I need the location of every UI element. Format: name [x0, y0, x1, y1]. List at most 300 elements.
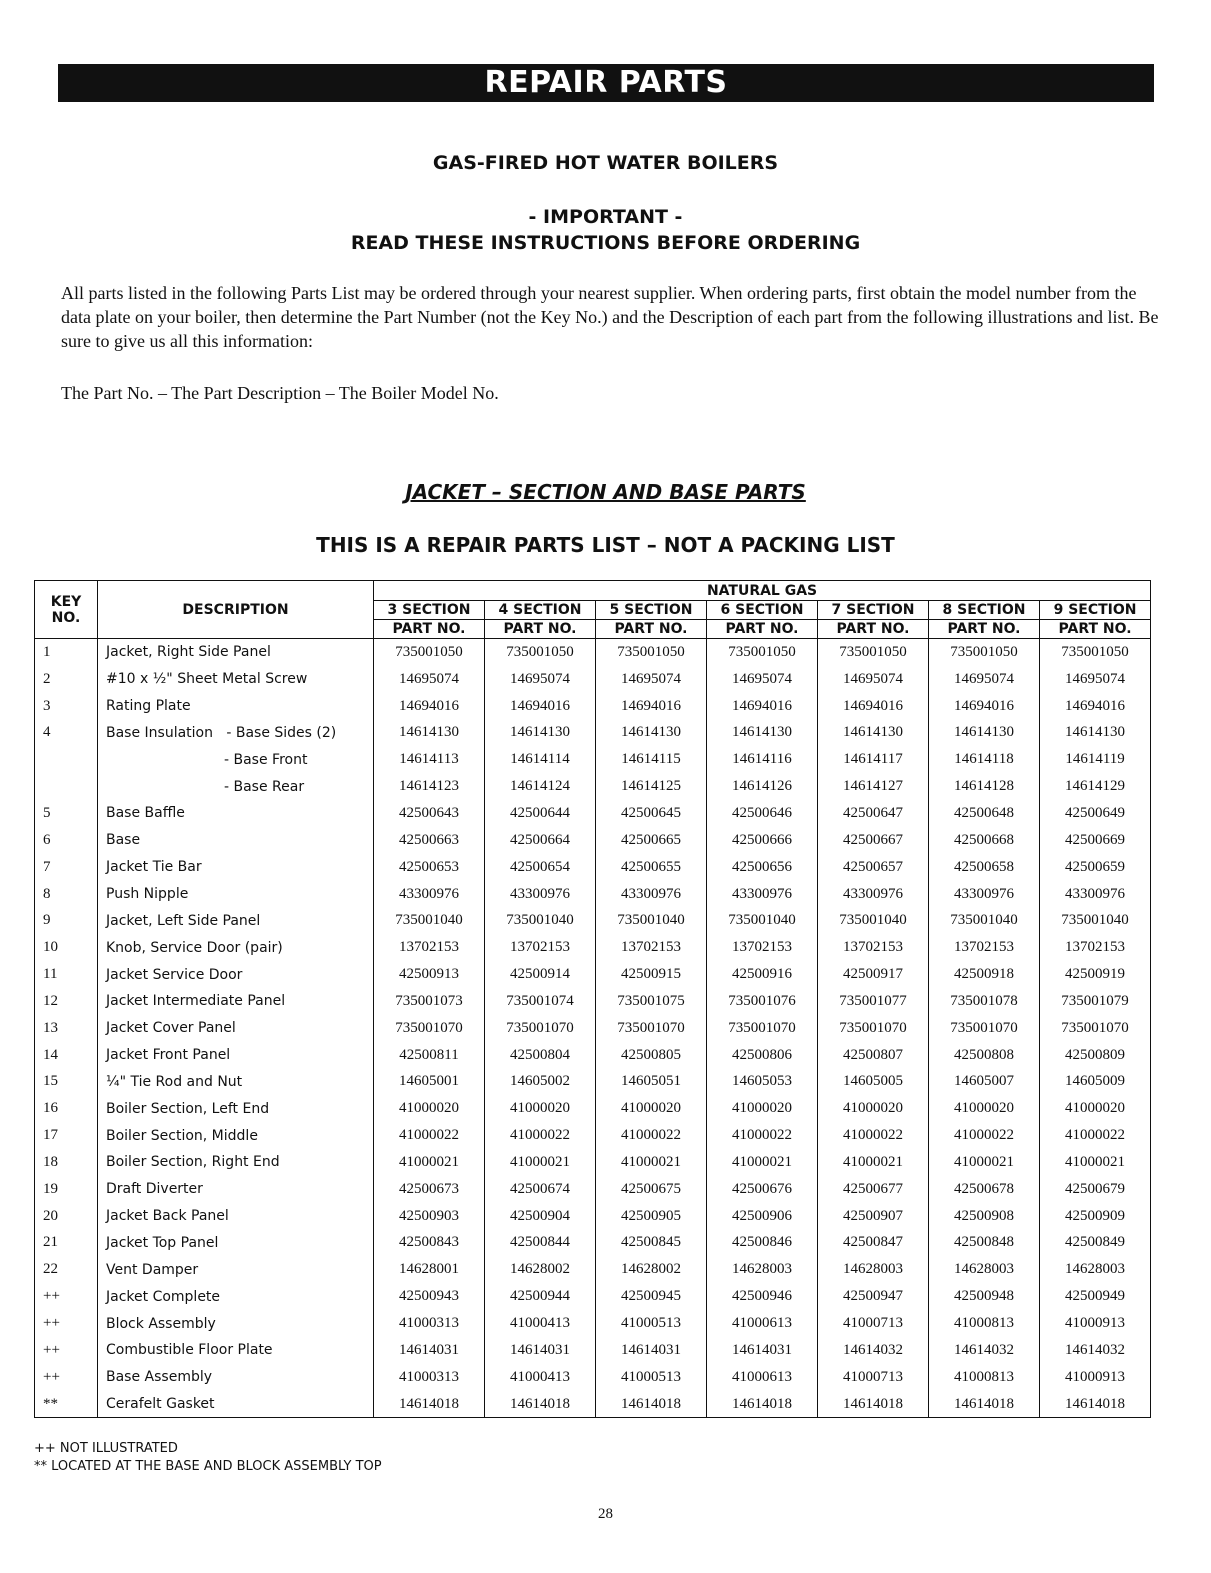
key-no-cell: 17 — [35, 1122, 98, 1149]
part-number-cell: 41000020 — [596, 1095, 707, 1122]
part-number-cell: 41000913 — [1040, 1364, 1151, 1391]
key-no-cell: 18 — [35, 1149, 98, 1176]
key-no-cell: 12 — [35, 988, 98, 1015]
part-number-cell: 41000513 — [596, 1364, 707, 1391]
part-number-cell: 14628003 — [929, 1256, 1040, 1283]
part-number-cell: 42500948 — [929, 1283, 1040, 1310]
part-number-cell: 41000021 — [485, 1149, 596, 1176]
part-number-cell: 735001070 — [374, 1015, 485, 1042]
part-number-cell: 41000713 — [818, 1310, 929, 1337]
section-header: 6 SECTION — [707, 601, 818, 620]
part-number-cell: 41000022 — [707, 1122, 818, 1149]
part-number-cell: 14614031 — [485, 1337, 596, 1364]
description-cell: Boiler Section, Middle — [98, 1122, 374, 1149]
key-no-cell: ++ — [35, 1364, 98, 1391]
key-no-cell: 7 — [35, 854, 98, 881]
part-number-cell: 14605007 — [929, 1069, 1040, 1096]
part-number-cell: 735001050 — [596, 639, 707, 666]
part-number-cell: 42500943 — [374, 1283, 485, 1310]
table-row — [35, 881, 1151, 908]
part-number-cell: 14614130 — [1040, 720, 1151, 747]
part-number-cell: 42500649 — [1040, 800, 1151, 827]
part-number-cell: 42500847 — [818, 1230, 929, 1257]
page-number: 28 — [598, 1506, 613, 1522]
part-number-cell: 14614018 — [596, 1391, 707, 1418]
table-row — [35, 1283, 1151, 1310]
part-number-cell: 14628003 — [707, 1256, 818, 1283]
part-number-cell: 14614018 — [1040, 1391, 1151, 1418]
part-number-cell: 42500657 — [818, 854, 929, 881]
section-title: JACKET – SECTION AND BASE PARTS — [405, 480, 806, 504]
part-number-cell: 42500848 — [929, 1230, 1040, 1257]
part-number-cell: 41000913 — [1040, 1310, 1151, 1337]
section-header: 3 SECTION — [374, 601, 485, 620]
key-no-cell: 5 — [35, 800, 98, 827]
table-row — [35, 1310, 1151, 1337]
part-number-cell: 14614124 — [485, 773, 596, 800]
part-number-cell: 41000020 — [485, 1095, 596, 1122]
part-no-header: PART NO. — [707, 620, 818, 639]
part-number-cell: 14614127 — [818, 773, 929, 800]
table-row — [35, 1256, 1151, 1283]
repair-parts-banner: REPAIR PARTS — [58, 64, 1154, 102]
part-number-cell: 14695074 — [707, 666, 818, 693]
description-cell: Jacket Intermediate Panel — [98, 988, 374, 1015]
part-number-cell: 41000020 — [929, 1095, 1040, 1122]
table-row — [35, 854, 1151, 881]
table-row — [35, 1122, 1151, 1149]
part-number-cell: 41000413 — [485, 1310, 596, 1337]
key-no-cell — [35, 773, 98, 800]
key-no-cell: 11 — [35, 961, 98, 988]
part-number-cell: 14614119 — [1040, 746, 1151, 773]
part-number-cell: 42500809 — [1040, 1042, 1151, 1069]
part-number-cell: 42500918 — [929, 961, 1040, 988]
key-no-cell: ++ — [35, 1283, 98, 1310]
part-no-header: PART NO. — [818, 620, 929, 639]
part-number-cell: 14694016 — [485, 693, 596, 720]
part-number-cell: 735001073 — [374, 988, 485, 1015]
part-number-cell: 14614130 — [929, 720, 1040, 747]
key-no-cell: ** — [35, 1391, 98, 1418]
part-no-header: PART NO. — [485, 620, 596, 639]
part-number-cell: 735001079 — [1040, 988, 1151, 1015]
key-no-cell: ++ — [35, 1310, 98, 1337]
part-number-cell: 42500843 — [374, 1230, 485, 1257]
part-number-cell: 42500677 — [818, 1176, 929, 1203]
part-number-cell: 13702153 — [1040, 934, 1151, 961]
part-number-cell: 41000020 — [374, 1095, 485, 1122]
part-number-cell: 735001070 — [929, 1015, 1040, 1042]
part-number-cell: 735001040 — [374, 907, 485, 934]
table-row — [35, 827, 1151, 854]
description-cell: Base Assembly — [98, 1364, 374, 1391]
description-cell: Jacket Cover Panel — [98, 1015, 374, 1042]
part-number-cell: 42500805 — [596, 1042, 707, 1069]
part-number-cell: 41000513 — [596, 1310, 707, 1337]
key-no-cell: 20 — [35, 1203, 98, 1230]
part-number-cell: 14605051 — [596, 1069, 707, 1096]
part-number-cell: 41000613 — [707, 1364, 818, 1391]
part-number-cell: 735001070 — [707, 1015, 818, 1042]
part-number-cell: 41000022 — [818, 1122, 929, 1149]
description-cell: Jacket Back Panel — [98, 1203, 374, 1230]
description-cell: Rating Plate — [98, 693, 374, 720]
description-cell: Jacket Front Panel — [98, 1042, 374, 1069]
part-number-cell: 42500919 — [1040, 961, 1151, 988]
description-cell: #10 x ½" Sheet Metal Screw — [98, 666, 374, 693]
table-row — [35, 1015, 1151, 1042]
part-number-cell: 42500845 — [596, 1230, 707, 1257]
section-header: 7 SECTION — [818, 601, 929, 620]
part-number-cell: 42500916 — [707, 961, 818, 988]
key-no-cell: 16 — [35, 1095, 98, 1122]
part-number-cell: 14628001 — [374, 1256, 485, 1283]
part-number-cell: 735001040 — [818, 907, 929, 934]
table-row — [35, 988, 1151, 1015]
part-number-cell: 42500665 — [596, 827, 707, 854]
part-number-cell: 14614031 — [707, 1337, 818, 1364]
table-row — [35, 1069, 1151, 1096]
part-number-cell: 14614018 — [485, 1391, 596, 1418]
key-no-header: KEY NO. — [35, 581, 98, 639]
part-number-cell: 14695074 — [485, 666, 596, 693]
description-cell: Boiler Section, Right End — [98, 1149, 374, 1176]
part-number-cell: 14694016 — [1040, 693, 1151, 720]
part-number-cell: 14694016 — [707, 693, 818, 720]
footnote-located: ** LOCATED AT THE BASE AND BLOCK ASSEMBLY TOP — [34, 1459, 382, 1474]
part-number-cell: 42500658 — [929, 854, 1040, 881]
description-cell: Jacket Service Door — [98, 961, 374, 988]
description-cell: Jacket Complete — [98, 1283, 374, 1310]
part-number-cell: 42500844 — [485, 1230, 596, 1257]
part-number-cell: 14614123 — [374, 773, 485, 800]
part-number-cell: 41000022 — [374, 1122, 485, 1149]
part-number-cell: 41000020 — [1040, 1095, 1151, 1122]
key-no-cell: 10 — [35, 934, 98, 961]
part-number-cell: 14605009 — [1040, 1069, 1151, 1096]
footnote-not-illustrated: ++ NOT ILLUSTRATED — [34, 1441, 178, 1456]
part-number-cell: 41000713 — [818, 1364, 929, 1391]
part-number-cell: 41000022 — [485, 1122, 596, 1149]
key-no-cell: 3 — [35, 693, 98, 720]
description-cell: Base — [98, 827, 374, 854]
description-cell: Jacket, Left Side Panel — [98, 907, 374, 934]
part-number-cell: 42500804 — [485, 1042, 596, 1069]
part-number-cell: 14614130 — [374, 720, 485, 747]
part-number-cell: 14694016 — [929, 693, 1040, 720]
key-no-cell: 4 — [35, 720, 98, 747]
description-cell: Jacket Top Panel — [98, 1230, 374, 1257]
part-number-cell: 41000021 — [1040, 1149, 1151, 1176]
part-number-cell: 42500913 — [374, 961, 485, 988]
key-no-cell: 19 — [35, 1176, 98, 1203]
part-number-cell: 42500906 — [707, 1203, 818, 1230]
key-no-cell: ++ — [35, 1337, 98, 1364]
description-cell: Jacket Tie Bar — [98, 854, 374, 881]
description-cell: Push Nipple — [98, 881, 374, 908]
part-number-cell: 14614018 — [818, 1391, 929, 1418]
part-number-cell: 42500946 — [707, 1283, 818, 1310]
part-number-cell: 14605005 — [818, 1069, 929, 1096]
part-no-header: PART NO. — [1040, 620, 1151, 639]
repair-list-subtitle: THIS IS A REPAIR PARTS LIST – NOT A PACKING LIST — [316, 533, 895, 557]
part-number-cell: 735001050 — [374, 639, 485, 666]
description-cell: Draft Diverter — [98, 1176, 374, 1203]
description-cell: Base Baffle — [98, 800, 374, 827]
parts-table — [34, 580, 1151, 1418]
part-number-cell: 13702153 — [707, 934, 818, 961]
key-no-cell: 13 — [35, 1015, 98, 1042]
description-cell: Cerafelt Gasket — [98, 1391, 374, 1418]
key-no-cell: 22 — [35, 1256, 98, 1283]
part-number-cell: 14614018 — [707, 1391, 818, 1418]
table-row — [35, 720, 1151, 747]
part-number-cell: 14614031 — [374, 1337, 485, 1364]
part-number-cell: 42500917 — [818, 961, 929, 988]
part-number-cell: 13702153 — [818, 934, 929, 961]
part-number-cell: 42500668 — [929, 827, 1040, 854]
part-number-cell: 41000022 — [1040, 1122, 1151, 1149]
part-number-cell: 14614115 — [596, 746, 707, 773]
part-number-cell: 42500945 — [596, 1283, 707, 1310]
part-number-cell: 42500908 — [929, 1203, 1040, 1230]
part-number-cell: 42500949 — [1040, 1283, 1151, 1310]
key-no-cell: 8 — [35, 881, 98, 908]
part-number-cell: 735001074 — [485, 988, 596, 1015]
part-number-cell: 42500664 — [485, 827, 596, 854]
part-number-cell: 13702153 — [596, 934, 707, 961]
part-number-cell: 14628003 — [1040, 1256, 1151, 1283]
part-number-cell: 735001040 — [707, 907, 818, 934]
part-number-cell: 735001050 — [929, 639, 1040, 666]
part-number-cell: 14614018 — [374, 1391, 485, 1418]
boilers-heading: GAS-FIRED HOT WATER BOILERS — [432, 152, 779, 174]
part-number-cell: 42500647 — [818, 800, 929, 827]
part-number-cell: 14614126 — [707, 773, 818, 800]
part-number-cell: 43300976 — [596, 881, 707, 908]
part-number-cell: 43300976 — [374, 881, 485, 908]
part-number-cell: 735001070 — [596, 1015, 707, 1042]
part-number-cell: 42500915 — [596, 961, 707, 988]
part-number-cell: 41000022 — [929, 1122, 1040, 1149]
part-number-cell: 14614118 — [929, 746, 1040, 773]
description-cell: Base Insulation - Base Sides (2) — [98, 720, 374, 747]
part-number-cell: 14694016 — [374, 693, 485, 720]
table-row — [35, 1042, 1151, 1069]
part-number-cell: 42500648 — [929, 800, 1040, 827]
table-row — [35, 934, 1151, 961]
table-row — [35, 1391, 1151, 1418]
part-number-cell: 42500944 — [485, 1283, 596, 1310]
part-number-cell: 42500659 — [1040, 854, 1151, 881]
part-number-cell: 42500806 — [707, 1042, 818, 1069]
description-cell: - Base Front — [98, 746, 374, 773]
read-instructions-heading: READ THESE INSTRUCTIONS BEFORE ORDERING — [350, 232, 861, 254]
part-number-cell: 41000613 — [707, 1310, 818, 1337]
important-heading: - IMPORTANT - — [528, 206, 683, 228]
part-number-cell: 14605002 — [485, 1069, 596, 1096]
part-number-cell: 735001078 — [929, 988, 1040, 1015]
description-cell: Block Assembly — [98, 1310, 374, 1337]
part-no-header: PART NO. — [374, 620, 485, 639]
part-number-cell: 14614129 — [1040, 773, 1151, 800]
part-number-cell: 735001050 — [707, 639, 818, 666]
description-cell: Knob, Service Door (pair) — [98, 934, 374, 961]
part-number-cell: 42500667 — [818, 827, 929, 854]
natural-gas-header: NATURAL GAS — [374, 581, 1151, 601]
table-row — [35, 1230, 1151, 1257]
part-number-cell: 735001040 — [929, 907, 1040, 934]
ordering-info-line: The Part No. – The Part Description – The Boiler Model No. — [61, 383, 499, 403]
description-cell: Jacket, Right Side Panel — [98, 639, 374, 666]
table-row — [35, 800, 1151, 827]
part-number-cell: 735001050 — [485, 639, 596, 666]
part-number-cell: 14614128 — [929, 773, 1040, 800]
part-number-cell: 735001070 — [818, 1015, 929, 1042]
part-number-cell: 42500654 — [485, 854, 596, 881]
part-number-cell: 14614130 — [596, 720, 707, 747]
table-row — [35, 1364, 1151, 1391]
part-number-cell: 41000020 — [818, 1095, 929, 1122]
part-no-header: PART NO. — [929, 620, 1040, 639]
key-no-cell: 21 — [35, 1230, 98, 1257]
part-number-cell: 42500646 — [707, 800, 818, 827]
table-row — [35, 961, 1151, 988]
part-number-cell: 41000813 — [929, 1364, 1040, 1391]
part-number-cell: 41000021 — [707, 1149, 818, 1176]
section-header: 5 SECTION — [596, 601, 707, 620]
part-number-cell: 14614116 — [707, 746, 818, 773]
part-number-cell: 42500673 — [374, 1176, 485, 1203]
part-number-cell: 42500678 — [929, 1176, 1040, 1203]
description-cell: Combustible Floor Plate — [98, 1337, 374, 1364]
part-number-cell: 42500807 — [818, 1042, 929, 1069]
part-number-cell: 14628002 — [485, 1256, 596, 1283]
part-number-cell: 735001050 — [1040, 639, 1151, 666]
part-number-cell: 42500907 — [818, 1203, 929, 1230]
part-number-cell: 43300976 — [707, 881, 818, 908]
part-number-cell: 42500643 — [374, 800, 485, 827]
part-number-cell: 41000313 — [374, 1364, 485, 1391]
table-row — [35, 1337, 1151, 1364]
part-number-cell: 14614125 — [596, 773, 707, 800]
table-row — [35, 746, 1151, 773]
part-number-cell: 42500909 — [1040, 1203, 1151, 1230]
part-number-cell: 735001076 — [707, 988, 818, 1015]
part-number-cell: 14614114 — [485, 746, 596, 773]
table-row — [35, 773, 1151, 800]
part-number-cell: 41000313 — [374, 1310, 485, 1337]
part-number-cell: 42500846 — [707, 1230, 818, 1257]
key-no-cell: 9 — [35, 907, 98, 934]
table-row — [35, 1149, 1151, 1176]
part-number-cell: 42500811 — [374, 1042, 485, 1069]
table-row — [35, 639, 1151, 666]
part-number-cell: 42500914 — [485, 961, 596, 988]
part-number-cell: 41000021 — [374, 1149, 485, 1176]
section-header: 4 SECTION — [485, 601, 596, 620]
part-number-cell: 41000020 — [707, 1095, 818, 1122]
part-number-cell: 735001040 — [596, 907, 707, 934]
section-header: 8 SECTION — [929, 601, 1040, 620]
part-number-cell: 42500644 — [485, 800, 596, 827]
part-number-cell: 42500666 — [707, 827, 818, 854]
section-header: 9 SECTION — [1040, 601, 1151, 620]
part-number-cell: 42500655 — [596, 854, 707, 881]
part-number-cell: 43300976 — [1040, 881, 1151, 908]
key-no-cell — [35, 746, 98, 773]
part-number-cell: 42500849 — [1040, 1230, 1151, 1257]
part-number-cell: 13702153 — [929, 934, 1040, 961]
description-cell: ¼" Tie Rod and Nut — [98, 1069, 374, 1096]
part-number-cell: 41000813 — [929, 1310, 1040, 1337]
part-number-cell: 14614130 — [485, 720, 596, 747]
part-number-cell: 14614032 — [818, 1337, 929, 1364]
part-number-cell: 41000022 — [596, 1122, 707, 1149]
description-header: DESCRIPTION — [98, 581, 374, 639]
part-number-cell: 14694016 — [818, 693, 929, 720]
part-number-cell: 14695074 — [374, 666, 485, 693]
part-number-cell: 42500656 — [707, 854, 818, 881]
part-number-cell: 41000021 — [818, 1149, 929, 1176]
table-row — [35, 1176, 1151, 1203]
part-number-cell: 42500675 — [596, 1176, 707, 1203]
part-number-cell: 14614032 — [929, 1337, 1040, 1364]
part-number-cell: 42500947 — [818, 1283, 929, 1310]
part-number-cell: 735001040 — [485, 907, 596, 934]
part-number-cell: 42500808 — [929, 1042, 1040, 1069]
part-number-cell: 14614031 — [596, 1337, 707, 1364]
key-no-cell: 15 — [35, 1069, 98, 1096]
part-number-cell: 13702153 — [374, 934, 485, 961]
part-number-cell: 14614130 — [707, 720, 818, 747]
part-number-cell: 14614032 — [1040, 1337, 1151, 1364]
part-number-cell: 735001070 — [485, 1015, 596, 1042]
part-number-cell: 41000021 — [596, 1149, 707, 1176]
part-number-cell: 14614018 — [929, 1391, 1040, 1418]
part-number-cell: 14614130 — [818, 720, 929, 747]
part-number-cell: 43300976 — [818, 881, 929, 908]
part-number-cell: 735001040 — [1040, 907, 1151, 934]
part-number-cell: 735001077 — [818, 988, 929, 1015]
part-number-cell: 41000021 — [929, 1149, 1040, 1176]
part-number-cell: 14614117 — [818, 746, 929, 773]
part-number-cell: 735001050 — [818, 639, 929, 666]
part-number-cell: 735001070 — [1040, 1015, 1151, 1042]
key-no-cell: 1 — [35, 639, 98, 666]
description-cell: Boiler Section, Left End — [98, 1095, 374, 1122]
part-number-cell: 14605053 — [707, 1069, 818, 1096]
part-number-cell: 42500676 — [707, 1176, 818, 1203]
description-cell: - Base Rear — [98, 773, 374, 800]
part-number-cell: 14628002 — [596, 1256, 707, 1283]
table-row — [35, 666, 1151, 693]
table-row — [35, 907, 1151, 934]
part-number-cell: 42500674 — [485, 1176, 596, 1203]
table-row — [35, 693, 1151, 720]
part-number-cell: 14695074 — [596, 666, 707, 693]
part-no-header: PART NO. — [596, 620, 707, 639]
part-number-cell: 14694016 — [596, 693, 707, 720]
part-number-cell: 14695074 — [1040, 666, 1151, 693]
part-number-cell: 42500679 — [1040, 1176, 1151, 1203]
table-row — [35, 1203, 1151, 1230]
part-number-cell: 14614113 — [374, 746, 485, 773]
key-no-cell: 6 — [35, 827, 98, 854]
part-number-cell: 14695074 — [929, 666, 1040, 693]
key-no-cell: 14 — [35, 1042, 98, 1069]
